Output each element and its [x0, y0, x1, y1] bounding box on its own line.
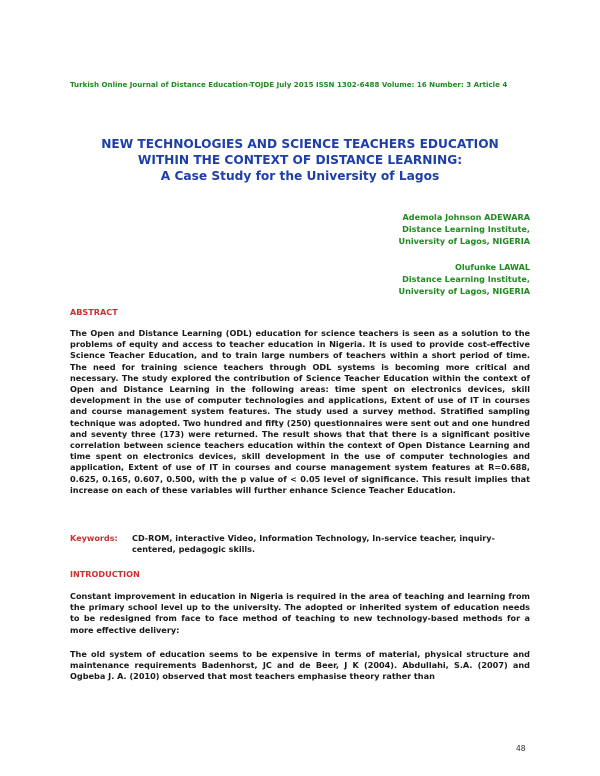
introduction-paragraph-1: Constant improvement in education in Nigeria is required in the area of teaching and learning from the primary school level up to the university. The adopted or inherited system of education needs to be redesigned from face to face method of teaching to new technology-based methods for a more effective delivery: — [70, 591, 530, 635]
article-title-line-2: WITHIN THE CONTEXT OF DISTANCE LEARNING: — [137, 153, 463, 167]
introduction-heading: INTRODUCTION — [70, 569, 140, 579]
author-block-2 — [399, 261, 530, 297]
author-block-1 — [399, 211, 530, 247]
abstract-text: The Open and Distance Learning (ODL) education for science teachers is seen as a solution to the problems of equity and access to teacher education in Nigeria. It is used to provide cost-effective Science Teacher Education, and to train large numbers of teachers within a short period of time. The need for training science teachers through ODL systems is becoming more critical and necessary. The study explored the contribution of Science Teacher Education within the context of Open and Distance Learning in the following areas: time spent on electronics devices, skill development in the use of computer technologies and applications, Extent of use of IT in courses and course management system features. The study used a survey method. Stratified sampling technique was adopted. Two hundred and fifty (250) questionnaires were sent out and one hundred and seventy three (173) were returned. The result shows that that there is a significant positive correlation between science teachers education within the context of Open Distance Learning and time spent on electronics devices, skill development in the use of computer technologies and application, Extent of use of IT in courses and course management system features at R=0.688, 0.625, 0.165, 0.607, 0.500, with the p value of < 0.05 level of significance. This result implies that increase on each of these variables will further enhance Science Teacher Education. — [70, 328, 530, 495]
article-title-line-1: NEW TECHNOLOGIES AND SCIENCE TEACHERS EDUCATION — [101, 137, 499, 151]
article-subtitle: A Case Study for the University of Lagos — [160, 169, 440, 183]
page-number: 48 — [516, 744, 526, 753]
keywords-label: Keywords: — [70, 533, 118, 543]
author-affiliation: Distance Learning Institute, — [402, 274, 530, 284]
abstract-heading: ABSTRACT — [70, 307, 118, 317]
author-affiliation: Distance Learning Institute, — [402, 224, 530, 234]
author-name: Olufunke LAWAL — [455, 262, 530, 272]
introduction-paragraph-2: The old system of education seems to be expensive in terms of material, physical structure and maintenance requirements Badenhorst, JC and de Beer, J K (2004). Abdullahi, S.A. (2007) and Ogbeba J. A. (2010) observed that most teachers emphasise theory rather than — [70, 649, 530, 682]
author-location: University of Lagos, NIGERIA — [398, 236, 530, 246]
journal-header: Turkish Online Journal of Distance Education-TOJDE July 2015 ISSN 1302-6488 Volume: 16 Number: 3 Article 4 — [70, 80, 508, 89]
author-name: Ademola Johnson ADEWARA — [402, 212, 530, 222]
author-location: University of Lagos, NIGERIA — [398, 286, 530, 296]
keywords-text: CD-ROM, interactive Video, Information Technology, In-service teacher, inquiry-centered, pedagogic skills. — [132, 533, 495, 555]
